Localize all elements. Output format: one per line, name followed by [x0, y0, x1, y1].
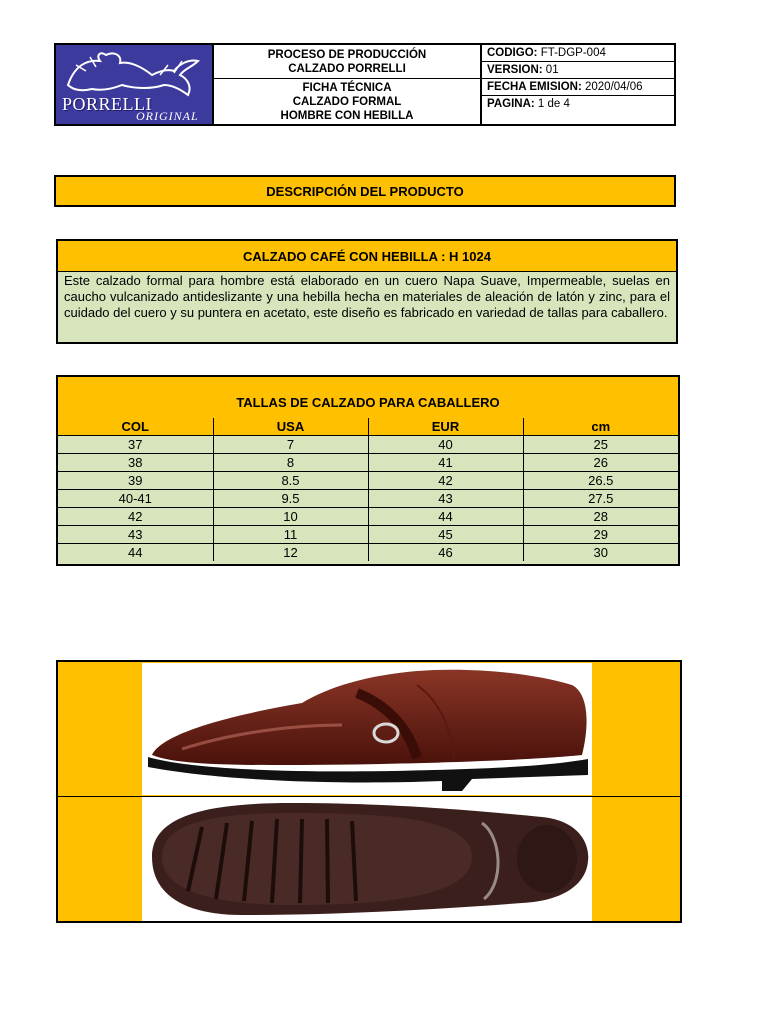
fecha-label: FECHA EMISION:: [487, 81, 582, 93]
header-eur: EUR: [368, 418, 523, 436]
table-cell: 12: [213, 544, 368, 562]
shoe-sole-photo: [142, 797, 592, 921]
product-box: [56, 239, 678, 344]
process-line-1: PROCESO DE PRODUCCIÓN: [267, 48, 427, 61]
table-row: [58, 490, 678, 508]
sheet-line-1: FICHA TÉCNICA: [302, 81, 392, 94]
table-cell: 42: [368, 472, 523, 490]
fecha-field: [482, 79, 674, 96]
header-cm: cm: [523, 418, 678, 436]
sizes-table: [58, 418, 678, 561]
table-cell: 8.5: [213, 472, 368, 490]
version-field: [482, 62, 674, 79]
codigo-field: [482, 45, 674, 62]
table-cell: 39: [58, 472, 213, 490]
table-cell: 27.5: [523, 490, 678, 508]
table-cell: 29: [523, 526, 678, 544]
fecha-value: 2020/04/06: [584, 81, 643, 93]
table-cell: 43: [58, 526, 213, 544]
table-cell: 30: [523, 544, 678, 562]
pagina-field: [482, 96, 674, 124]
table-cell: 40: [368, 436, 523, 454]
table-cell: 26: [523, 454, 678, 472]
table-row: [58, 508, 678, 526]
codigo-value: FT-DGP-004: [540, 47, 606, 59]
table-cell: 43: [368, 490, 523, 508]
sizes-title: TALLAS DE CALZADO PARA CABALLERO: [58, 377, 678, 418]
version-value: 01: [545, 64, 559, 76]
product-title: CALZADO CAFÉ CON HEBILLA : H 1024: [58, 241, 676, 272]
process-line-2: CALZADO PORRELLI: [288, 62, 406, 75]
codigo-label: CODIGO:: [487, 47, 538, 59]
table-cell: 37: [58, 436, 213, 454]
sheet-line-3: HOMBRE CON HEBILLA: [280, 109, 414, 122]
sheet-title: [214, 79, 482, 124]
table-row: [58, 436, 678, 454]
table-cell: 46: [368, 544, 523, 562]
table-cell: 44: [368, 508, 523, 526]
table-row: [58, 526, 678, 544]
table-cell: 9.5: [213, 490, 368, 508]
table-cell: 42: [58, 508, 213, 526]
table-header-row: [58, 418, 678, 436]
table-cell: 41: [368, 454, 523, 472]
shoe-side-image: [142, 663, 592, 795]
process-title: [214, 45, 482, 79]
product-description: Este calzado formal para hombre está elaborado en un cuero Napa Suave, Impermeable, suelas en caucho vulcanizado antideslizante y una hebilla hecha en materiales de aleación de latón y zinc, para el cuidado del cuero y su puntera en acetato, este diseño es fabricado en variedad de tallas para caballero.: [58, 272, 676, 342]
table-cell: 38: [58, 454, 213, 472]
sheet-line-2: CALZADO FORMAL: [292, 95, 402, 108]
porrelli-logo: [56, 45, 214, 124]
shoe-side-photo: [142, 663, 592, 795]
logo-subtext: ORIGINAL: [136, 109, 199, 123]
header-col: COL: [58, 418, 213, 436]
logo-brand-text: PORRELLI: [62, 94, 153, 114]
table-row: [58, 544, 678, 562]
shoe-sole-image: [142, 797, 592, 921]
table-cell: 11: [213, 526, 368, 544]
table-cell: 25: [523, 436, 678, 454]
section-title: DESCRIPCIÓN DEL PRODUCTO: [54, 175, 676, 207]
table-cell: 8: [213, 454, 368, 472]
pagina-label: PAGINA:: [487, 98, 535, 110]
document-header: [54, 43, 676, 126]
table-row: [58, 472, 678, 490]
sizes-table-box: [56, 375, 680, 566]
table-cell: 28: [523, 508, 678, 526]
table-cell: 7: [213, 436, 368, 454]
table-cell: 26.5: [523, 472, 678, 490]
product-images: [56, 660, 682, 923]
table-cell: 45: [368, 526, 523, 544]
header-usa: USA: [213, 418, 368, 436]
table-row: [58, 454, 678, 472]
version-label: VERSION:: [487, 64, 543, 76]
pagina-value: 1 de 4: [537, 98, 570, 110]
table-cell: 10: [213, 508, 368, 526]
table-cell: 44: [58, 544, 213, 562]
table-cell: 40-41: [58, 490, 213, 508]
